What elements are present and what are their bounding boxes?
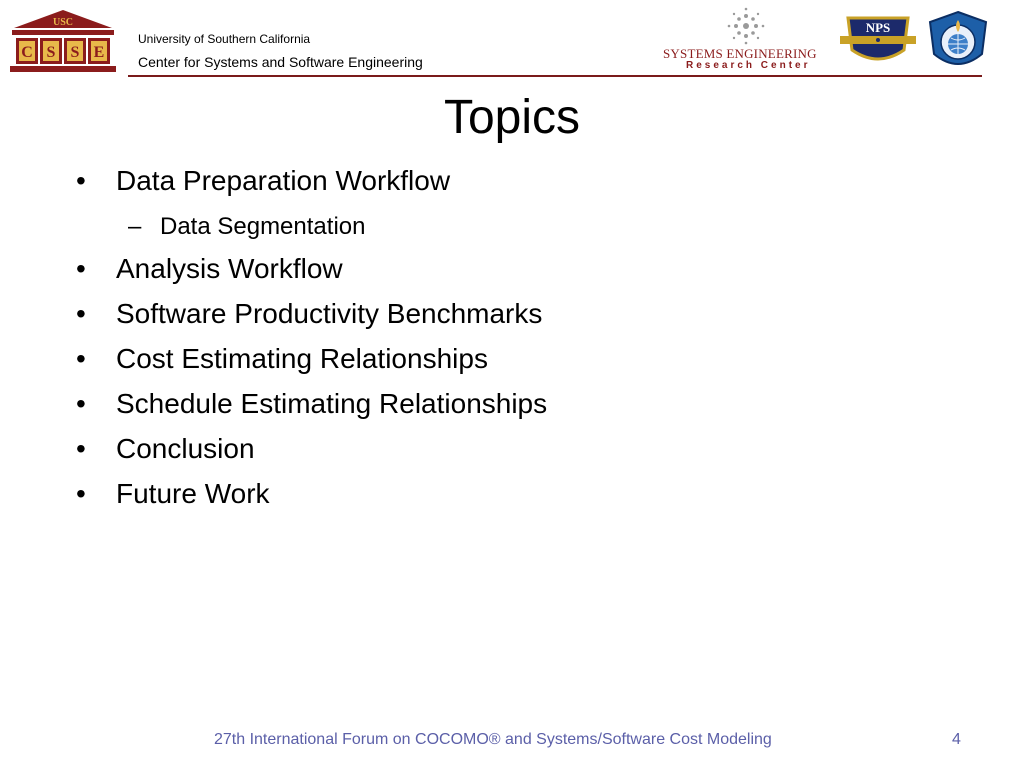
usc-csse-logo — [8, 8, 118, 74]
list-item-text: Data Preparation Workflow — [116, 165, 451, 196]
header-divider — [128, 75, 982, 77]
list-subitem-text: Data Segmentation — [160, 213, 366, 240]
list-item-text: Analysis Workflow — [116, 253, 343, 284]
bullet-mark: • — [76, 165, 86, 196]
footer-event-name: 27th International Forum on COCOMO® and Systems/Software Cost Modeling — [214, 731, 772, 748]
dash-mark: – — [128, 213, 142, 240]
list-item-text: Schedule Estimating Relationships — [116, 388, 548, 419]
org-university-name: University of Southern California — [138, 32, 311, 46]
nps-logo — [838, 10, 918, 70]
serc-subtitle: Research Center — [686, 60, 811, 71]
bullet-mark: • — [76, 343, 86, 374]
svg-text:E: E — [93, 44, 105, 61]
svg-text:S: S — [70, 44, 80, 61]
page-number: 4 — [952, 731, 961, 748]
list-item-text: Cost Estimating Relationships — [116, 343, 488, 374]
svg-text:C: C — [21, 44, 33, 61]
bullet-mark: • — [76, 298, 86, 329]
org-center-name: Center for Systems and Software Engineering — [138, 54, 423, 70]
bullet-mark: • — [76, 433, 86, 464]
list-item-text: Conclusion — [116, 433, 255, 464]
bullet-mark: • — [76, 253, 86, 284]
svg-text:NPS: NPS — [865, 20, 891, 35]
bullet-mark: • — [76, 388, 86, 419]
svg-text:S: S — [46, 44, 56, 61]
serc-title: SYSTEMS ENGINEERING — [663, 46, 817, 61]
svg-text:USC: USC — [52, 17, 74, 28]
afit-logo — [926, 10, 990, 74]
list-item-text: Software Productivity Benchmarks — [116, 298, 543, 329]
bullet-mark: • — [76, 478, 86, 509]
slide-title: Topics — [443, 91, 581, 144]
list-item-text: Future Work — [116, 478, 270, 509]
